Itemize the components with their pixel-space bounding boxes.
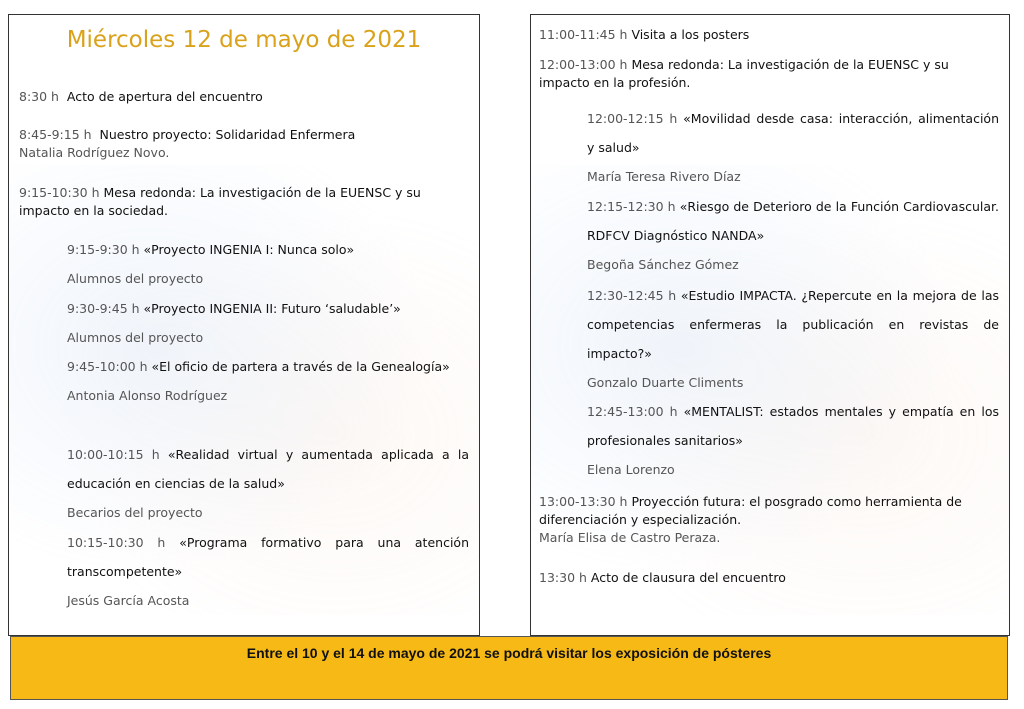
closing-time: 13:30 h: [539, 570, 587, 585]
talk-time: 12:45-13:00 h: [587, 404, 678, 419]
talk-time: 10:00-10:15 h: [67, 447, 160, 462]
talk-speaker: María Teresa Rivero Díaz: [587, 169, 741, 184]
talk-item: [67, 440, 469, 527]
talk-item: [67, 235, 469, 293]
talk-title: «Proyecto INGENIA II: Futuro ‘saludable’»: [143, 301, 401, 316]
project-text: Nuestro proyecto: Solidaridad Enfermera: [99, 127, 356, 142]
talk-time: 9:15-9:30 h: [67, 242, 140, 257]
talk-title: «El oficio de partera a través de la Genealogía»: [151, 359, 450, 374]
closing-text: Acto de clausura del encuentro: [590, 570, 786, 585]
talk-item: [587, 104, 999, 191]
talk-title: «Proyecto INGENIA I: Nunca solo»: [143, 242, 355, 257]
talk-title: «MENTALIST: estados mentales y empatía en los profesionales sanitarios»: [587, 404, 999, 448]
future-item: [539, 493, 1001, 547]
future-time: 13:00-13:30 h: [539, 494, 628, 509]
round-table-item: [539, 56, 1001, 92]
talk-item: [587, 397, 999, 484]
posters-item: [539, 26, 1001, 44]
opening-item: [19, 88, 471, 106]
talk-item: [67, 294, 469, 352]
talk-speaker: Antonia Alonso Rodríguez: [67, 388, 228, 403]
project-speaker: Natalia Rodríguez Novo.: [19, 145, 170, 160]
posters-time: 11:00-11:45 h: [539, 27, 628, 42]
right-program-panel: [530, 14, 1010, 636]
talk-speaker: Alumnos del proyecto: [67, 271, 204, 286]
talk-speaker: Gonzalo Duarte Climents: [587, 375, 744, 390]
future-speaker: María Elisa de Castro Peraza.: [539, 530, 721, 545]
talk-time: 9:30-9:45 h: [67, 301, 140, 316]
project-item: [19, 126, 471, 162]
talk-time: 12:00-12:15 h: [587, 111, 678, 126]
round-table-text: Mesa redonda: La investigación de la EUENSC y su impacto en la profesión.: [539, 57, 949, 90]
talk-title: «Movilidad desde casa: interacción, alimentación y salud»: [587, 111, 1000, 155]
talk-title: «Estudio IMPACTA. ¿Repercute en la mejora de las competencias enfermeras la publicación en revistas de impacto?»: [587, 288, 999, 361]
round-table-time: 12:00-13:00 h: [539, 57, 628, 72]
round-table-time: 9:15-10:30 h: [19, 185, 100, 200]
opening-text: Acto de apertura del encuentro: [66, 89, 263, 104]
talk-time: 12:30-12:45 h: [587, 288, 677, 303]
talk-time: 12:15-12:30 h: [587, 199, 676, 214]
footer-banner: [10, 636, 1008, 700]
talk-item: [587, 281, 999, 397]
footer-text: Entre el 10 y el 14 de mayo de 2021 se podrá visitar los exposición de pósteres: [246, 645, 772, 661]
project-time: 8:45-9:15 h: [19, 127, 92, 142]
talk-title: «Realidad virtual y aumentada aplicada a la educación en ciencias de la salud»: [67, 447, 470, 491]
closing-item: [539, 569, 1001, 587]
talk-speaker: Jesús García Acosta: [67, 593, 190, 608]
talk-speaker: Becarios del proyecto: [67, 505, 203, 520]
talk-item: [587, 192, 999, 279]
talk-title: «Riesgo de Deterioro de la Función Cardiovascular. RDFCV Diagnóstico NANDA»: [587, 199, 999, 243]
posters-text: Visita a los posters: [631, 27, 750, 42]
round-table-text: Mesa redonda: La investigación de la EUENSC y su impacto en la sociedad.: [19, 185, 421, 218]
talk-speaker: Begoña Sánchez Gómez: [587, 257, 739, 272]
talk-item: [67, 528, 469, 615]
future-text: Proyección futura: el posgrado como herramienta de diferenciación y especialización.: [539, 494, 962, 527]
talk-speaker: Alumnos del proyecto: [67, 330, 204, 345]
talk-speaker: Elena Lorenzo: [587, 462, 675, 477]
left-program-panel: [8, 14, 480, 636]
talk-time: 10:15-10:30 h: [67, 535, 166, 550]
talk-time: 9:45-10:00 h: [67, 359, 148, 374]
page-title: Miércoles 12 de mayo de 2021: [66, 27, 422, 53]
talk-title: «Programa formativo para una atención transcompetente»: [67, 535, 469, 579]
round-table-item: [19, 184, 471, 220]
talk-item: [67, 352, 469, 410]
opening-time: 8:30 h: [19, 89, 59, 104]
